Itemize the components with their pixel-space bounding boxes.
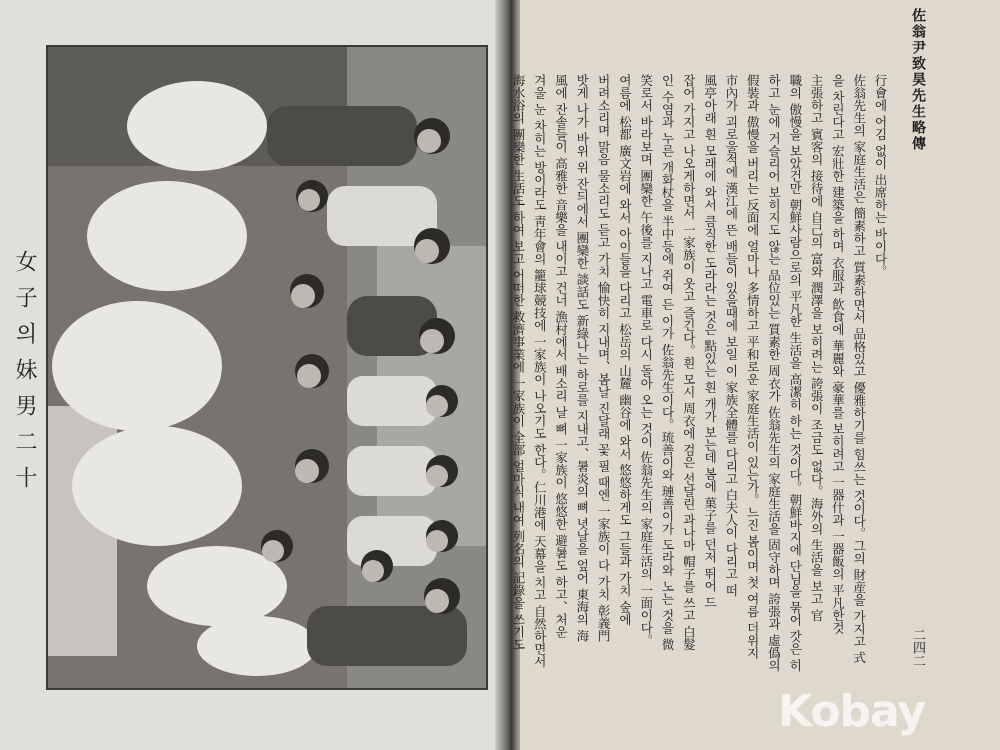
text-column: 겨울 눈 차히는 방이라도 靑年會의 籠球競技에 一家族이 나오기도 한다。仁川港에 天幕을 치고 自然하면서	[532, 74, 548, 668]
text-column: 行會에 어김 없이 出席하는 바이다。	[873, 74, 888, 278]
text-column: 하고 눈에 거슬리어 보히지도 않는 品位있는 質素한 周衣가 佐翁先生의 家庭生活을 固守하며 誇張과 虛僞의	[766, 74, 782, 672]
body-text	[510, 74, 891, 734]
text-column: 佐翁先生의 家庭生活은 簡素하고 質素하면서 品格있고 優雅하기를 힘쓰는 것이다。그의 財産을 가지고 式	[851, 74, 867, 664]
text-column: 海水浴의 團欒한 生活도 하여 보고 어떠한 救濟事業에 一家族이 全部 얼마식 내여 列名의 記錄을 쓰기도	[510, 74, 526, 651]
text-column: 밧게 나가 바위 위 잔듸에서 團欒한 談話도 新綠나는 하로를 지내고、暑炎의 뼈 녓날을 엎어 東海의 海	[574, 74, 590, 643]
watermark-logo: Kobay	[778, 686, 926, 737]
text-column: 市內가 괴로울적에 漢江에 뜬 배들이 있을때에 보일 이 家族全體를 다리고 白夫人이 다리고 떠	[723, 74, 739, 597]
text-column: 인 수염과 누른 개화杖을 半中등에 쥐여 든 이가 佐翁先生이다。琉善이와 璉善이가 도라와 노는 것을 微	[660, 74, 676, 651]
running-head: 佐翁尹致昊先生略傳	[910, 8, 926, 152]
photo-caption: 女子의妹男二十	[12, 250, 37, 502]
text-column: 風에 잔솔들이 高雅한 音樂을 내이고 건너 漁村에서 배소리 날 뼈 一家族이 悠悠한 避暑도 하고、처운	[553, 74, 569, 639]
text-column: 風亭아래 흰 모래에 와서 큼직한 도라라는 것은 點있는 흰 개가 보는데 봄에 菓子를 던저 뛰어 드	[702, 74, 718, 609]
text-column: 主張하고 賓客의 接待에 自己의 富와 潤澤을 보히려는 誇張이 조금도 없다。海外의 生活을 보고 官	[809, 74, 825, 622]
text-column: 잡어 가지고 나오게하면서 一家族이 웃고 즐긴다。흰 모시 周衣에 검은 선달린 과나마 帽子를 쓰고 白髮	[681, 74, 697, 651]
text-column: 職의 傲慢을 보았건만 朝鮮사람으로의 平凡한 生活을 高潔히 하는 것이다。朝鮮바지에 단님을 묶어 갓은 히	[787, 74, 803, 672]
text-column: 을 차린다고 宏壯한 建築을 하며 衣服과 飮食에 華麗와 豪華를 보히려고 一器什과 一器飯의 平凡한것	[830, 74, 846, 635]
text-column: 假裝과 傲慢을 버리는 反面에 얼마나 多情하고 平和로운 家庭生活이 있는가。느진 봄이며 첫 여름 더위지	[745, 74, 761, 660]
family-group-photo	[47, 46, 487, 689]
text-column: 버려소리며 맑음 물소리도 듣고 가치 愉快히 지내며、봄날 진달래 꽃 필 때엔 一家族이 다 가치 彰義門	[596, 74, 612, 643]
text-column: 笑로서 바라보며 團欒한 午後를 지나고 電車로 다시 돌아 오는 것이 佐翁先生의 家庭生活의 一面이다。	[638, 74, 654, 647]
text-column: 여름에 松都 廣文岩에 와서 아이들을 다리고 松岳의 山麓 幽谷에 와서 悠悠하게도 그들과 가치 숲에	[617, 74, 633, 626]
page-number: 二四二	[910, 628, 925, 667]
